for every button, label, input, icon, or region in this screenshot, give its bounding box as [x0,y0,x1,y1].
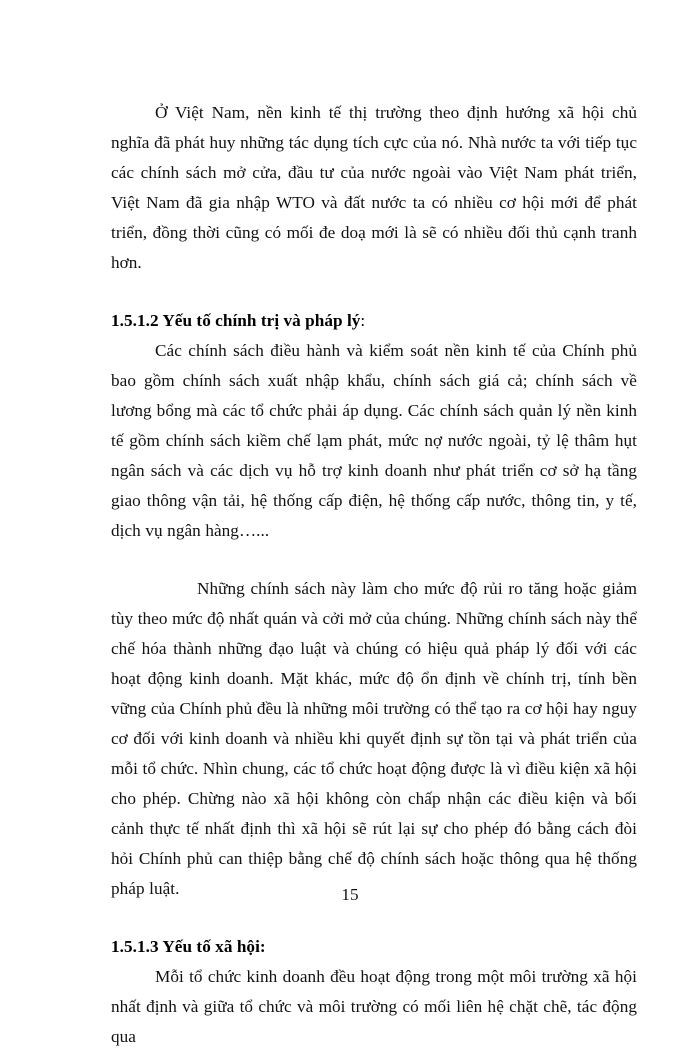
section-heading-1-5-1-2-colon: : [360,311,366,330]
section-heading-1-5-1-2-text: 1.5.1.2 Yếu tố chính trị và pháp lý [111,311,361,330]
body-paragraph-1: Ở Việt Nam, nền kinh tế thị trường theo định hướng xã hội chủ nghĩa đã phát huy những tác dụng tích cực của nó. Nhà nước ta với tiếp tục các chính sách mở cửa, đầu tư của nước ngoài vào Việt Nam phát triển, Việt Nam đã gia nhập WTO và đất nước ta có nhiều cơ hội mới để phát triển, đồng thời cũng có mối đe doạ mới là sẽ có nhiều đối thủ cạnh tranh hơn. [111,103,637,272]
section-heading-1-5-1-3-colon: : [259,937,266,956]
section-heading-1-5-1-2 [111,306,637,336]
page-content [111,98,637,1052]
body-paragraph-2: Các chính sách điều hành và kiểm soát nền kinh tế của Chính phủ bao gồm chính sách xuất nhập khẩu, chính sách giá cả; chính sách về lương bổng mà các tổ chức phải áp dụng. Các chính sách quản lý nền kinh tế gồm chính sách kiềm chế lạm phát, mức nợ nước ngoài, tỷ lệ thâm hụt ngân sách và các dịch vụ hỗ trợ kinh doanh như phát triển cơ sở hạ tầng giao thông vận tải, hệ thống cấp điện, hệ thống cấp nước, thông tin, y tế, dịch vụ ngân hàng…... [111,341,637,540]
page-number: 15 [341,885,359,904]
section-heading-1-5-1-3-text: 1.5.1.3 Yếu tố xã hội [111,937,260,956]
body-paragraph-3: Những chính sách này làm cho mức độ rủi ro tăng hoặc giảm tùy theo mức độ nhất quán và cởi mở của chúng. Những chính sách này thể chế hóa thành những đạo luật và chúng có hiệu quả pháp lý đối với các hoạt động kinh doanh. Mặt khác, mức độ ổn định về chính trị, tính bền vững của Chính phủ đều là những môi trường có thể tạo ra cơ hội hay nguy cơ đối với kinh doanh và nhiều khi quyết định sự tồn tại và phát triển của mỗi tổ chức. Nhìn chung, các tổ chức hoạt động được là vì điều kiện xã hội cho phép. Chừng nào xã hội không còn chấp nhận các điều kiện và bối cảnh thực tế nhất định thì xã hội sẽ rút lại sự cho phép đó bằng cách đòi hỏi Chính phủ can thiệp bằng chế độ chính sách hoặc thông qua hệ thống pháp luật. [111,579,637,898]
body-paragraph-4: Mỗi tổ chức kinh doanh đều hoạt động trong một môi trường xã hội nhất định và giữa tổ chức và môi trường có mối liên hệ chặt chẽ, tác động qua [111,967,637,1046]
section-heading-1-5-1-3 [111,932,637,962]
